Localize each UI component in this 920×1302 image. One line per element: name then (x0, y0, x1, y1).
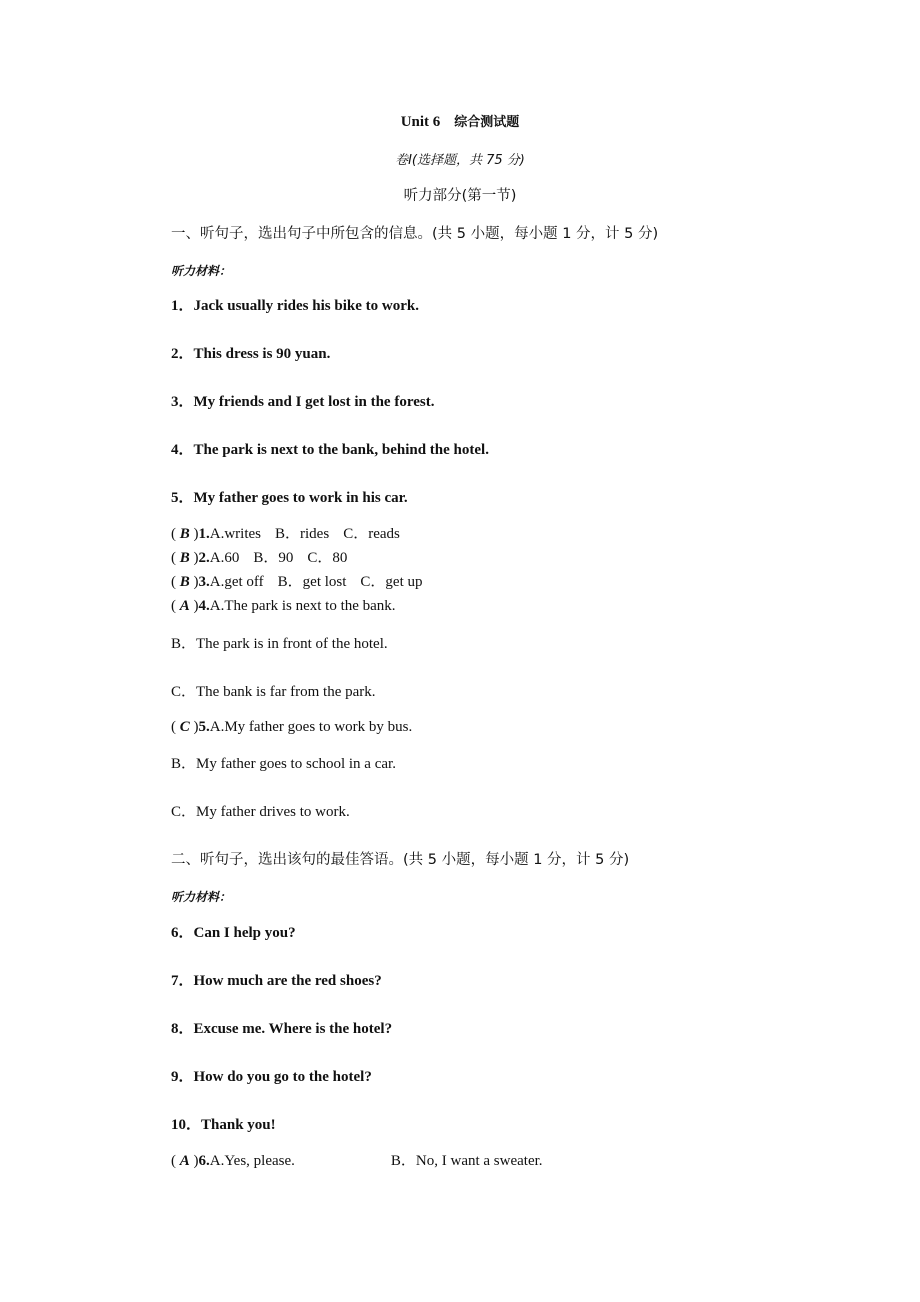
option: C．My father drives to work. (171, 804, 350, 820)
question-5: ( C )5.A.My father goes to work by bus. (171, 719, 413, 735)
page-title (0, 112, 920, 133)
option: B．rides (275, 526, 330, 542)
section1-material-label: 听力材料： (171, 264, 232, 278)
question-number: 6. (198, 1153, 210, 1169)
option: C．80 (307, 550, 348, 566)
question-number: 4. (198, 598, 210, 614)
section1-instruction: 一、听句子，选出句子中所包含的信息。(共 5 小题，每小题 1 分，计 5 分) (171, 226, 659, 242)
question-3: ( B )3.A.get off B．get lost C．get up (171, 574, 423, 590)
listening-statement: 8．Excuse me. Where is the hotel? (171, 1021, 393, 1037)
question-number: 2. (198, 550, 210, 566)
option: A.get off (209, 574, 264, 590)
answer-choice: B (179, 550, 190, 566)
option: B．90 (253, 550, 294, 566)
question-1: ( B )1.A.writes B．rides C．reads (171, 526, 400, 542)
option: B．The park is in front of the hotel. (171, 636, 388, 652)
listening-statement: 4．The park is next to the bank, behind the hotel. (171, 442, 489, 458)
option: B．My father goes to school in a car. (171, 756, 396, 772)
listening-statement: 6．Can I help you? (171, 925, 296, 941)
test-title: 综合测试题 (454, 115, 520, 130)
option: B．get lost (277, 574, 347, 590)
option: A.Yes, please. (209, 1153, 295, 1169)
question-number: 1. (198, 526, 210, 542)
option: A.60 (209, 550, 240, 566)
section2-material-label: 听力材料： (171, 890, 232, 904)
unit-label: Unit 6 (400, 114, 441, 130)
section2-instruction: 二、听句子，选出该句的最佳答语。(共 5 小题，每小题 1 分，计 5 分) (171, 852, 630, 868)
listening-statement: 2．This dress is 90 yuan. (171, 346, 331, 362)
option: C．get up (360, 574, 423, 590)
option: A.The park is next to the bank. (209, 598, 396, 614)
listening-statement: 5．My father goes to work in his car. (171, 490, 408, 506)
option: A.My father goes to work by bus. (209, 719, 413, 735)
answer-choice: C (179, 719, 190, 735)
answer-choice: A (179, 1153, 190, 1169)
listening-statement: 10．Thank you! (171, 1117, 276, 1133)
option: C．reads (343, 526, 400, 542)
option: A.writes (209, 526, 262, 542)
listening-statement: 1．Jack usually rides his bike to work. (171, 298, 419, 314)
question-2: ( B )2.A.60 B．90 C．80 (171, 550, 348, 566)
listening-statement: 9．How do you go to the hotel? (171, 1069, 372, 1085)
question-6: ( A )6.A.Yes, please. B．No, I want a sweater. (171, 1153, 543, 1169)
listening-statement: 3．My friends and I get lost in the forest. (171, 394, 435, 410)
question-4: ( A )4.A.The park is next to the bank. (171, 598, 396, 614)
part-heading: 听力部分(第一节) (403, 188, 517, 204)
answer-choice: A (179, 598, 190, 614)
option: B．No, I want a sweater. (390, 1153, 543, 1169)
listening-statement: 7．How much are the red shoes? (171, 973, 382, 989)
question-number: 3. (198, 574, 210, 590)
option: C．The bank is far from the park. (171, 684, 376, 700)
question-number: 5. (198, 719, 210, 735)
answer-choice: B (179, 526, 190, 542)
volume-heading: 卷Ⅰ(选择题，共 75 分) (395, 153, 525, 168)
answer-choice: B (179, 574, 190, 590)
